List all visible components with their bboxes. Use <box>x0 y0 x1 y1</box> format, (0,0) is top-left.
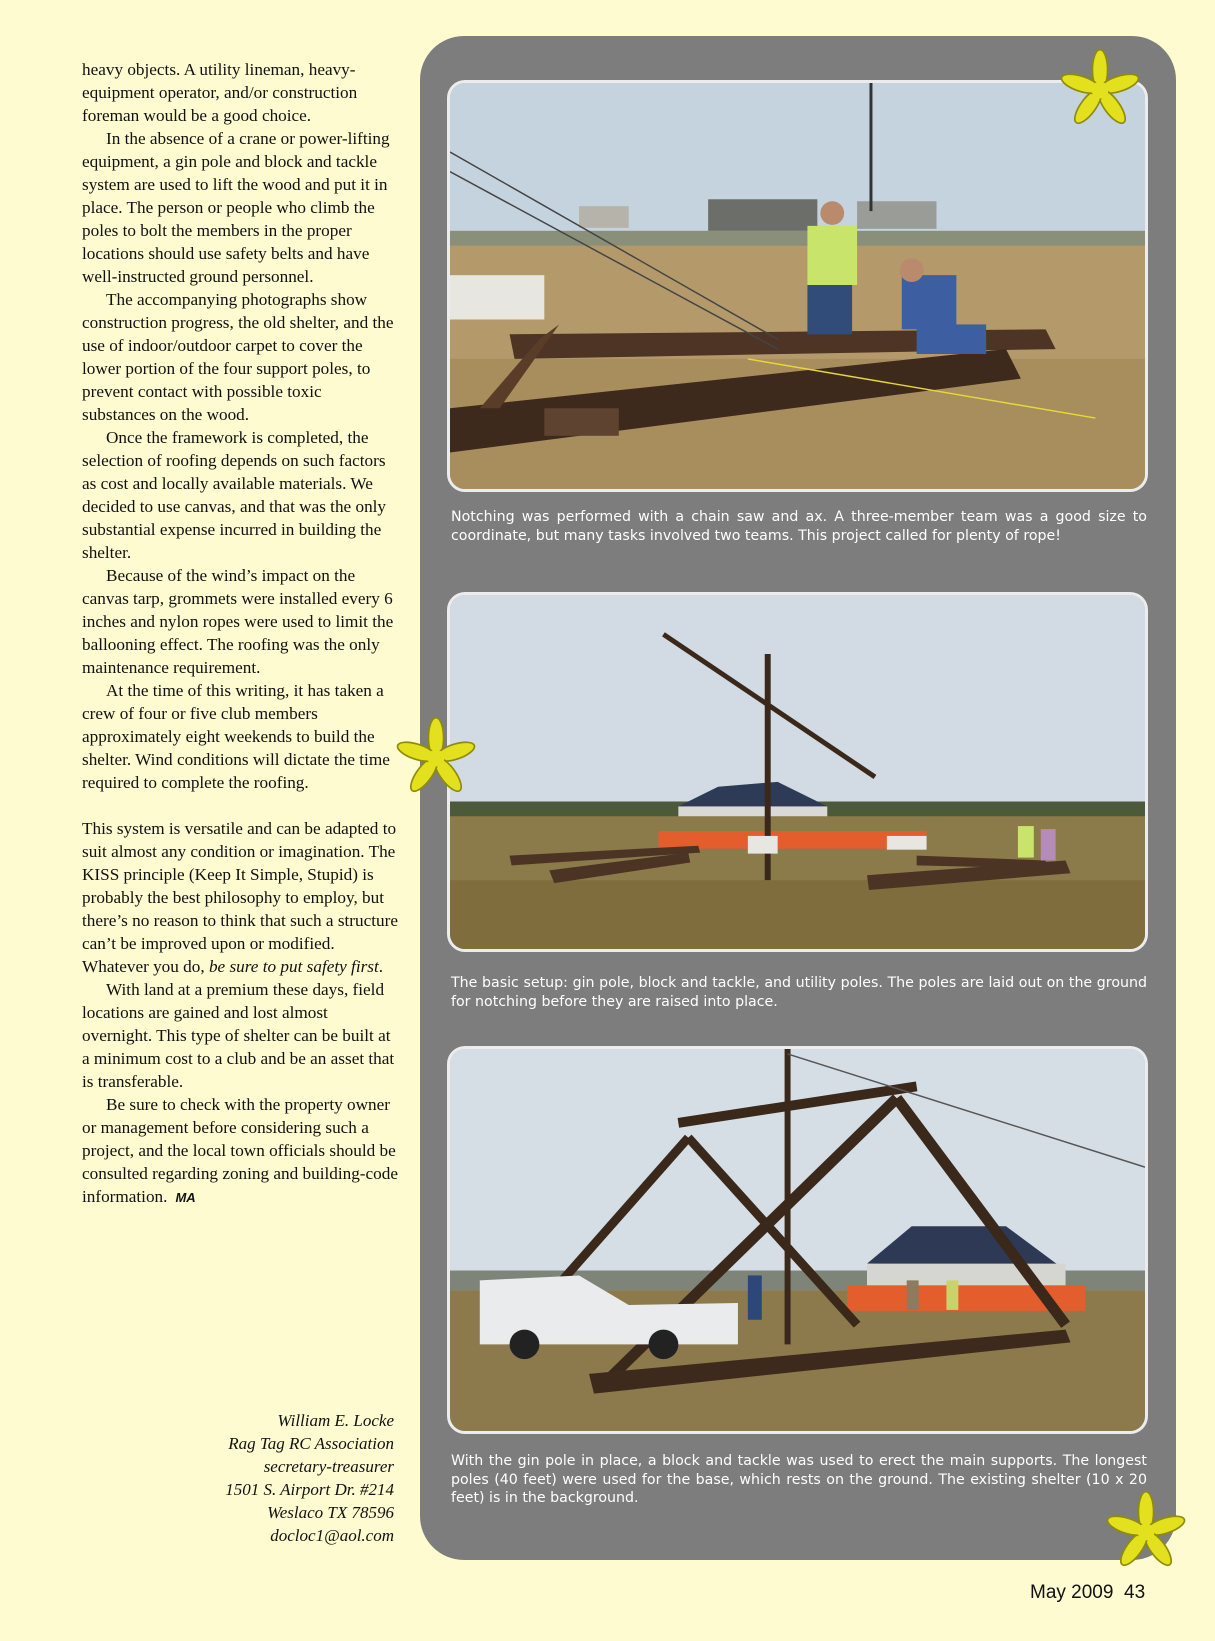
paragraph <box>82 1093 398 1209</box>
asterisk-icon <box>1058 48 1142 132</box>
paragraph: Once the framework is completed, the selection of roofing depends on such factors as cost and locally available materials. We decided to use canvas, and that was the only substantial expense incurred in building the shelter. <box>82 428 387 562</box>
author-address: 1501 S. Airport Dr. #214 <box>225 1480 394 1499</box>
photo-main-supports <box>447 1046 1148 1434</box>
caption-photo-3: With the gin pole in place, a block and tackle was used to erect the main supports. The longest poles (40 feet) were used for the base, which rests on the ground. The existing shelter (10 x 20 feet) is in the background. <box>451 1453 1147 1506</box>
page-number: 43 <box>1124 1582 1146 1603</box>
paragraph: With land at a premium these days, field locations are gained and lost almost overnight. This type of shelter can be built at a minimum cost to a club and be an asset that is transferable. <box>82 980 395 1091</box>
issue-date: May 2009 <box>1030 1582 1114 1603</box>
author-role: secretary-treasurer <box>263 1457 394 1476</box>
author-name: William E. Locke <box>277 1411 394 1430</box>
author-email: docloc1@aol.com <box>270 1526 394 1545</box>
end-mark: MA <box>175 1190 196 1205</box>
page-footer <box>1030 1582 1145 1604</box>
paragraph: At the time of this writing, it has taken a crew of four or five club members approximately eight weekends to build the shelter. Wind conditions will dictate the time required to complete the roofing. <box>82 681 390 792</box>
caption-photo-1: Notching was performed with a chain saw and ax. A three-member team was a good size to coordinate, but many tasks involved two teams. This project called for plenty of rope! <box>451 509 1147 544</box>
asterisk-icon <box>1104 1490 1188 1574</box>
paragraph-text: Be sure to check with the property owner or management before considering such a project, and the local town officials should be consulted regarding zoning and building-code information. <box>82 1095 398 1206</box>
author-club: Rag Tag RC Association <box>228 1434 394 1453</box>
asterisk-icon <box>394 716 478 800</box>
paragraph: heavy objects. A utility lineman, heavy-equipment operator, and/or construction foreman would be a good choice. <box>82 60 358 125</box>
paragraph: In the absence of a crane or power-lifting equipment, a gin pole and block and tackle system are used to lift the wood and put it in place. The person or people who climb the poles to bolt the members in the proper locations should use safety belts and have well-instructed ground personnel. <box>82 129 390 286</box>
paragraph: Because of the wind’s impact on the canvas tarp, grommets were installed every 6 inches and nylon ropes were used to limit the ballooning effect. The roofing was the only maintenance requirement. <box>82 566 394 677</box>
paragraph-text: This system is versatile and can be adapted to suit almost any condition or imagination. The KISS principle (Keep It Simple, Stupid) is probably the best philosophy to employ, but there’s no reason to think that such a structure can’t be improved upon or modified. Whatever you do, <box>82 819 398 976</box>
author-signature <box>150 1409 394 1547</box>
photo-notching <box>447 80 1148 492</box>
paragraph-end: . <box>378 957 384 976</box>
photo-gin-pole-setup <box>447 592 1148 952</box>
paragraph: The accompanying photographs show construction progress, the old shelter, and the use of indoor/outdoor carpet to cover the lower portion of the four support poles, to prevent contact with possible toxic substances on the wood. <box>82 290 394 424</box>
article-column <box>82 58 398 1209</box>
author-city: Weslaco TX 78596 <box>267 1503 394 1522</box>
caption-photo-2: The basic setup: gin pole, block and tackle, and utility poles. The poles are laid out on the ground for notching before they are raised into place. <box>451 975 1147 1010</box>
paragraph <box>82 817 398 978</box>
emphasis-text: be sure to put safety first <box>208 957 379 976</box>
